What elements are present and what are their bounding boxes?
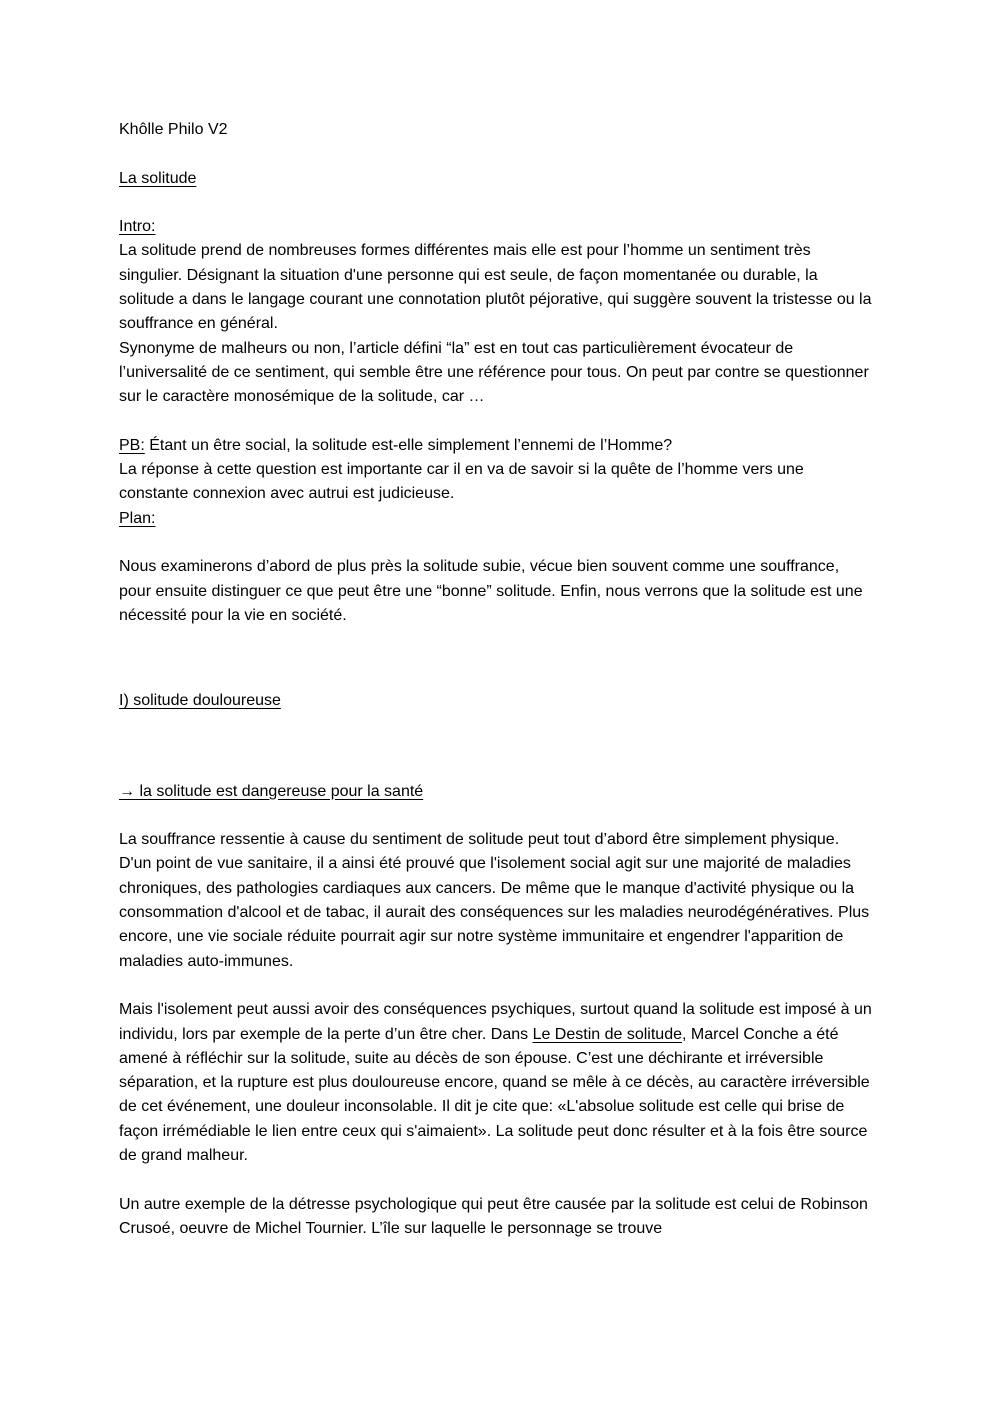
paragraph2-text-after: , Marcel Conche a été amené à réfléchir sur la solitude, suite au décès de son épouse. C’est une déchirante et irréversible séparation, et la rupture est plus douloureuse encore, quand se mêle à ce décès, au caractère irréversible de cet événement, une douleur inconsolable. Il dit je cite que: «L'absolue solitude est celle qui brise de façon irrémédiable le lien entre ceux qui s'aimaient». La solitude peut donc résulter et à la fois être source de grand malheur. [119,1025,870,1164]
blank-line [119,191,872,215]
section-spacer [119,628,872,689]
blank-line [119,142,872,166]
section1-paragraph-3: Un autre exemple de la détresse psychologique qui peut être causée par la solitude est celui de Robinson Crusoé, oeuvre de Michel Tournier. L’île sur laquelle le personnage se trouve [119,1195,868,1237]
section1-heading-text: I) solitude douloureuse [119,692,281,710]
section1-heading [119,689,872,713]
book-title: Le Destin de solitude [532,1025,682,1043]
intro-label [119,215,872,239]
blank-line [119,804,872,828]
problem-importance: La réponse à cette question est importante car il en va de savoir si la quête de l’homme vers une constante connexion avec autrui est judicieuse. [119,461,804,503]
problem-question: Étant un être social, la solitude est-elle simplement l’ennemi de l’Homme? [144,436,673,454]
intro-paragraph-1: La solitude prend de nombreuses formes différentes mais elle est pour l’homme un sentiment très singulier. Désignant la situation d'une personne qui est seule, de façon momentanée ou durable, la solitude a dans le langage courant une connotation plutôt péjorative, qui suggère souvent la tristesse ou la souffrance en général. [119,242,872,333]
problem-label: PB: [119,436,145,454]
doc-title-text: Khôlle Philo V2 [119,121,228,138]
doc-heading-text: La solitude [119,169,197,187]
section1-subheading-text: → la solitude est dangereuse pour la santé [119,782,424,800]
blank-line [119,974,872,998]
doc-heading [119,167,872,191]
blank-line [119,531,872,555]
blank-line [119,410,872,434]
intro-paragraph-2: Synonyme de malheurs ou non, l’article défini “la” est en tout cas particulièrement évocateur de l’universalité de ce sentiment, qui semble être une référence pour tous. On peut par contre se questionner sur le caractère monosémique de la solitude, car … [119,339,869,406]
section1-subheading [119,780,872,804]
doc-title [119,118,872,142]
section1-paragraph-2 [119,998,872,1168]
plan-label-text: Plan: [119,509,156,527]
intro-label-text: Intro: [119,218,156,236]
plan-paragraph: Nous examinerons d’abord de plus près la solitude subie, vécue bien souvent comme une souffrance, pour ensuite distinguer ce que peut être une “bonne” solitude. Enfin, nous verrons que la solitude est une nécessité pour la vie en société. [119,558,863,624]
section-spacer [119,714,872,780]
section1-paragraph-1: La souffrance ressentie à cause du sentiment de solitude peut tout d’abord être simplement physique. D'un point de vue sanitaire, il a ainsi été prouvé que l'isolement social agit sur une majorité de maladies chroniques, des pathologies cardiaques aux cancers. De même que le manque d'activité physique ou la consommation d'alcool et de tabac, il aurait des conséquences sur les maladies neurodégénératives. Plus encore, une vie sociale réduite pourrait agir sur notre système immunitaire et engendrer l'apparition de maladies auto-immunes. [119,831,870,970]
plan-label [119,507,872,531]
paragraph2-text-before: Mais l'isolement peut aussi avoir des conséquences psychiques, surtout quand la solitude est imposé à un individu, lors par exemple de la perte d’un être cher. Dans [119,1001,872,1043]
blank-line [119,1168,872,1192]
problem-statement [119,434,872,458]
